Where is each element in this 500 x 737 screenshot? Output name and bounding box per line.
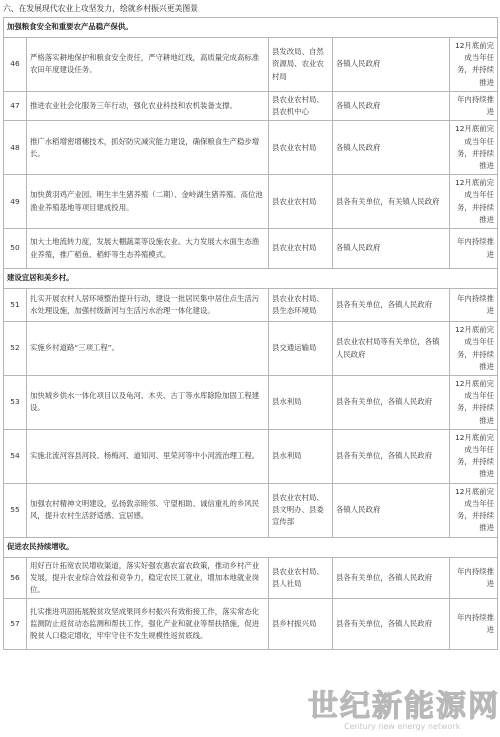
row-number: 49 bbox=[4, 175, 27, 229]
lead-unit-cell: 县交通运输局 bbox=[269, 322, 333, 376]
partner-unit-cell: 各镇人民政府 bbox=[333, 91, 450, 120]
partner-unit-cell: 各镇人民政府 bbox=[333, 229, 450, 269]
lead-unit-cell: 县农业农村局 bbox=[269, 175, 333, 229]
table-row bbox=[4, 229, 498, 269]
row-number: 51 bbox=[4, 289, 27, 322]
partner-unit-cell: 县农业农村局等有关单位，各镇人民政府 bbox=[333, 322, 450, 376]
deadline-cell: 12月底前完成当年任务，并持续推进 bbox=[450, 322, 498, 376]
section-row bbox=[4, 18, 498, 38]
lead-unit-cell: 县农业农村局、县人社局 bbox=[269, 557, 333, 599]
deadline-cell: 年内持续推进 bbox=[450, 557, 498, 599]
partner-unit-cell: 县各有关单位，有关镇人民政府 bbox=[333, 175, 450, 229]
lead-unit-cell: 县农业农村局 bbox=[269, 229, 333, 269]
section-row bbox=[4, 269, 498, 289]
task-cell: 推广水稻增密增穗技术，抓好防灾减灾能力建设，确保粮食生产稳步增长。 bbox=[27, 121, 269, 175]
table-row bbox=[4, 375, 498, 429]
row-number: 47 bbox=[4, 91, 27, 120]
lead-unit-cell: 县农业农村局、县生态环境局 bbox=[269, 289, 333, 322]
section-row bbox=[4, 537, 498, 557]
table-row bbox=[4, 557, 498, 599]
lead-unit-cell: 县农业农村局、县文明办、县委宣传部 bbox=[269, 483, 333, 537]
row-number: 46 bbox=[4, 38, 27, 92]
lead-unit-cell: 县乡村振兴局 bbox=[269, 599, 333, 650]
table-row bbox=[4, 429, 498, 483]
row-number: 52 bbox=[4, 322, 27, 376]
deadline-cell: 12月底前完成当年任务，并持续推进 bbox=[450, 375, 498, 429]
partner-unit-cell: 县各有关单位，各镇人民政府 bbox=[333, 375, 450, 429]
lead-unit-cell: 县水利局 bbox=[269, 429, 333, 483]
deadline-cell: 年内持续推进 bbox=[450, 599, 498, 650]
task-cell: 加强农村精神文明建设，弘扬敦亲睦邻、守望相助、诚信重礼的乡风民风，提升农村生活舒适感、宜居感。 bbox=[27, 483, 269, 537]
task-cell: 实施北流河容县河段、杨梅河、道知河、里荣河等中小河流治理工程。 bbox=[27, 429, 269, 483]
task-cell: 加快黄羽鸡产业园、明生丰生猪养殖（二期）、金岭湖生猪养殖、高位池渔业养殖基地等项目建成投用。 bbox=[27, 175, 269, 229]
partner-unit-cell: 各镇人民政府 bbox=[333, 38, 450, 92]
table-row bbox=[4, 322, 498, 376]
table-row bbox=[4, 599, 498, 650]
table-row bbox=[4, 38, 498, 92]
row-number: 55 bbox=[4, 483, 27, 537]
task-cell: 用好百计拓宽农民增收渠道，落实好强农惠农富农政策，推动乡村产业发展，提升农业综合效益和竞争力，稳定农民工就业，增加本地就业岗位。 bbox=[27, 557, 269, 599]
row-number: 54 bbox=[4, 429, 27, 483]
lead-unit-cell: 县发改局、自然资源局、农业农村局 bbox=[269, 38, 333, 92]
deadline-cell: 年内持续推进 bbox=[450, 289, 498, 322]
partner-unit-cell: 县各有关单位，各镇人民政府 bbox=[333, 289, 450, 322]
row-number: 57 bbox=[4, 599, 27, 650]
deadline-cell: 12月底前完成当年任务，并持续推进 bbox=[450, 175, 498, 229]
table-row bbox=[4, 483, 498, 537]
partner-unit-cell: 县各有关单位，各镇人民政府 bbox=[333, 429, 450, 483]
table-row bbox=[4, 121, 498, 175]
section-title: 促进农民持续增收。 bbox=[4, 537, 498, 557]
task-cell: 加快城乡供水一体化项目以及龟河、木夹、古丁等水库除险加固工程建设。 bbox=[27, 375, 269, 429]
task-cell: 严格落实耕地保护和粮食安全责任，严守耕地红线，高质量完成高标准农田年度建设任务。 bbox=[27, 38, 269, 92]
partner-unit-cell: 各镇人民政府 bbox=[333, 483, 450, 537]
partner-unit-cell: 县各有关单位，各镇人民政府 bbox=[333, 557, 450, 599]
table-row bbox=[4, 289, 498, 322]
row-number: 53 bbox=[4, 375, 27, 429]
task-cell: 实施乡村道路“三项工程”。 bbox=[27, 322, 269, 376]
watermark-subtext: Century new energy network bbox=[344, 722, 461, 731]
partner-unit-cell: 各镇人民政府 bbox=[333, 121, 450, 175]
row-number: 48 bbox=[4, 121, 27, 175]
deadline-cell: 12月底前完成当年任务，并持续推进 bbox=[450, 38, 498, 92]
watermark bbox=[300, 683, 500, 733]
deadline-cell: 年内持续推进 bbox=[450, 91, 498, 120]
task-cell: 加大土地流转力度，发展大棚蔬菜等设施农业。大力发展大水面生态渔业养殖，推广稻鱼、稻虾等生态养殖模式。 bbox=[27, 229, 269, 269]
table-row bbox=[4, 91, 498, 120]
watermark-text: 世纪新能源网 bbox=[308, 689, 500, 724]
section-title: 建设宜居和美乡村。 bbox=[4, 269, 498, 289]
section-title: 加强粮食安全和重要农产品稳产保供。 bbox=[4, 18, 498, 38]
task-cell: 扎实开展农村人居环境整治提升行动，建设一批居民集中居住点生活污水处理设施，加强村级新河与生活污水治理一体化建设。 bbox=[27, 289, 269, 322]
deadline-cell: 12月底前完成当年任务，并持续推进 bbox=[450, 121, 498, 175]
lead-unit-cell: 县农业农村局 bbox=[269, 121, 333, 175]
task-table bbox=[3, 17, 498, 650]
lead-unit-cell: 县水利局 bbox=[269, 375, 333, 429]
deadline-cell: 年内持续推进 bbox=[450, 229, 498, 269]
deadline-cell: 12月底前完成当年任务，并持续推进 bbox=[450, 429, 498, 483]
page-heading: 六、在发展现代农业上攻坚发力，绘就乡村振兴更美图景 bbox=[3, 4, 198, 13]
deadline-cell: 12月底前完成当年任务，并持续推进 bbox=[450, 483, 498, 537]
table-row bbox=[4, 175, 498, 229]
lead-unit-cell: 县农业农村局、县农机中心 bbox=[269, 91, 333, 120]
partner-unit-cell: 县各有关单位，各镇人民政府 bbox=[333, 599, 450, 650]
row-number: 56 bbox=[4, 557, 27, 599]
row-number: 50 bbox=[4, 229, 27, 269]
task-cell: 推进农业社会化服务三年行动，强化农业科技和农机装备支撑。 bbox=[27, 91, 269, 120]
task-cell: 扎实推进巩固拓展脱贫攻坚成果同乡村振兴有效衔接工作，落实常态化监测防止返贫动态监测和帮扶工作，强化产业和就业等帮扶措施，促进脱贫人口稳定增收，牢牢守住不发生规模性返贫底线。 bbox=[27, 599, 269, 650]
watermark-logo bbox=[300, 683, 500, 733]
